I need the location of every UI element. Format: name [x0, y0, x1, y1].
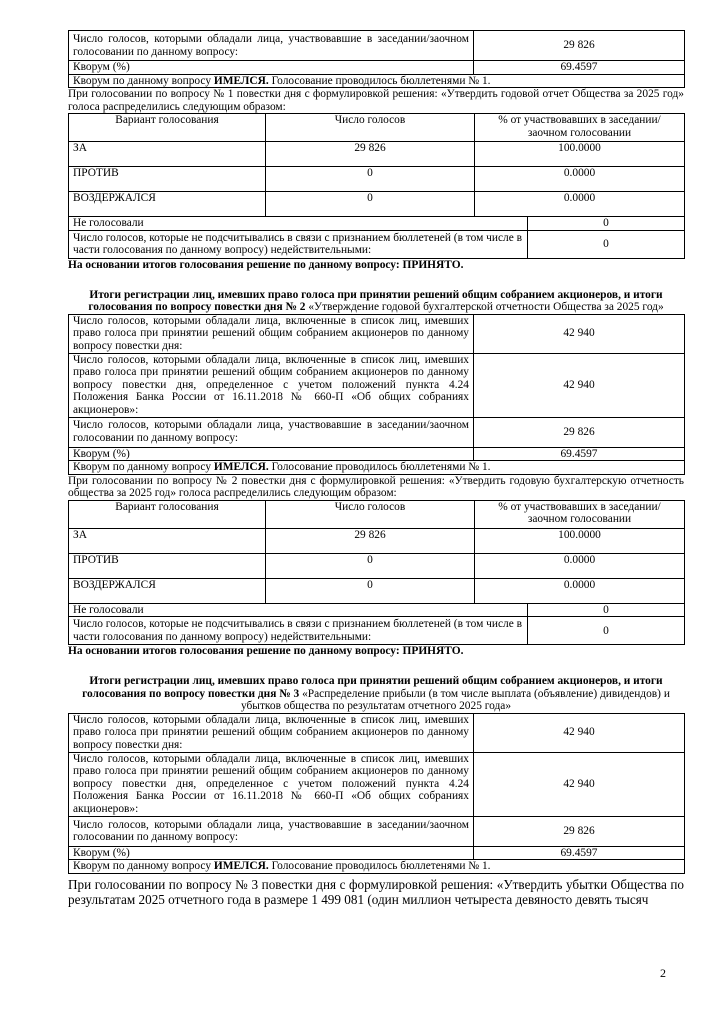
quorum-value: 69.4597 — [474, 447, 685, 461]
vote-head-option: Вариант голосования — [69, 500, 266, 528]
adjusted-value: 42 940 — [474, 353, 685, 417]
not-counted-table-q2 — [68, 603, 685, 646]
included-value: 42 940 — [474, 713, 685, 752]
not-voted-value: 0 — [528, 217, 685, 231]
vote-pct: 0.0000 — [475, 578, 685, 603]
participants-label: Число голосов, которыми обладали лица, участвовавшие в заседании/заочном голосовании по данному вопросу: — [69, 31, 474, 61]
not-counted-table-q1 — [68, 216, 685, 259]
invalid-value: 0 — [528, 230, 685, 258]
registration-table-q3 — [68, 713, 685, 874]
vote-intro-q1: При голосовании по вопросу № 1 повестки дня с формулировкой решения: «Утвердить годовой отчет Общества за 2025 год» голоса распределились следующим образом: — [68, 88, 684, 113]
adjusted-value: 42 940 — [474, 752, 685, 816]
vote-pct: 0.0000 — [475, 167, 685, 192]
participants-label: Число голосов, которыми обладали лица, участвовавшие в заседании/заочном голосовании по данному вопросу: — [69, 417, 474, 447]
vote-pct: 0.0000 — [475, 553, 685, 578]
result-q1: На основании итогов голосования решение по данному вопросу: ПРИНЯТО. — [68, 258, 464, 271]
vote-count: 0 — [266, 192, 475, 217]
document-page — [68, 30, 684, 908]
vote-count: 0 — [266, 167, 475, 192]
vote-head-pct: % от участвовавших в заседании/заочном голосовании — [475, 500, 685, 528]
vote-option: ВОЗДЕРЖАЛСЯ — [69, 578, 266, 603]
vote-pct: 0.0000 — [475, 192, 685, 217]
participants-label: Число голосов, которыми обладали лица, участвовавшие в заседании/заочном голосовании по данному вопросу: — [69, 816, 474, 846]
vote-option: ЗА — [69, 142, 266, 167]
invalid-value: 0 — [528, 617, 685, 645]
not-voted-value: 0 — [528, 603, 685, 617]
vote-pct: 100.0000 — [475, 142, 685, 167]
vote-count: 29 826 — [266, 142, 475, 167]
vote-option: ПРОТИВ — [69, 167, 266, 192]
vote-head-pct: % от участвовавших в заседании/заочном голосовании — [475, 114, 685, 142]
participants-value: 29 826 — [474, 816, 685, 846]
result-q2: На основании итогов голосования решение по данному вопросу: ПРИНЯТО. — [68, 645, 464, 658]
quorum-note: Кворум по данному вопросу ИМЕЛСЯ. Голосование проводилось бюллетенями № 1. — [69, 860, 685, 874]
vote-option: ПРОТИВ — [69, 553, 266, 578]
vote-option: ВОЗДЕРЖАЛСЯ — [69, 192, 266, 217]
page-number: 2 — [660, 966, 666, 980]
included-value: 42 940 — [474, 314, 685, 353]
included-label: Число голосов, которыми обладали лица, включенные в список лиц, имевших право голоса при принятии решений общим собранием акционеров по данному вопросу повестки дня: — [69, 314, 474, 353]
included-label: Число голосов, которыми обладали лица, включенные в список лиц, имевших право голоса при принятии решений общим собранием акционеров по данному вопросу повестки дня: — [69, 713, 474, 752]
quorum-label: Кворум (%) — [69, 61, 474, 75]
adjusted-label: Число голосов, которыми обладали лица, включенные в список лиц, имевших право голоса при принятии решений общим собранием акционеров по данному вопросу повестки дня, определенное с учетом положений пункта 4.24 Положения Банка России от 16.11.2018 № 660-П «Об общих собраниях акционеров»: — [69, 752, 474, 816]
quorum-value: 69.4597 — [474, 61, 685, 75]
section-title-q3: Итоги регистрации лиц, имевших право голоса при принятии решений общим собранием акционеров, и итоги голосования по вопросу повестки дня № 3 «Распределение прибыли (в том числе выплата (объявление) дивидендов) и убытков общества по результатам отчетного 2025 года» — [82, 675, 670, 713]
invalid-label: Число голосов, которые не подсчитывались в связи с признанием бюллетеней (в том числе в части голосования по данному вопросу) недействительными: — [69, 617, 528, 645]
quorum-value: 69.4597 — [474, 846, 685, 860]
vote-pct: 100.0000 — [475, 528, 685, 553]
vote-head-count: Число голосов — [266, 114, 475, 142]
registration-table-q1 — [68, 30, 685, 88]
not-voted-label: Не голосовали — [69, 603, 528, 617]
vote-intro-q2: При голосовании по вопросу № 2 повестки дня с формулировкой решения: «Утвердить годовую бухгалтерскую отчетность общества за 2025 год» голоса распределились следующим образом: — [68, 474, 684, 500]
not-voted-label: Не голосовали — [69, 217, 528, 231]
vote-option: ЗА — [69, 528, 266, 553]
quorum-note: Кворум по данному вопросу ИМЕЛСЯ. Голосование проводилось бюллетенями № 1. — [69, 74, 685, 88]
participants-value: 29 826 — [474, 417, 685, 447]
participants-value: 29 826 — [474, 31, 685, 61]
vote-table-q2 — [68, 500, 685, 604]
vote-head-option: Вариант голосования — [69, 114, 266, 142]
vote-count: 0 — [266, 553, 475, 578]
quorum-label: Кворум (%) — [69, 447, 474, 461]
vote-table-q1 — [68, 113, 685, 217]
vote-count: 0 — [266, 578, 475, 603]
invalid-label: Число голосов, которые не подсчитывались в связи с признанием бюллетеней (в том числе в части голосования по данному вопросу) недействительными: — [69, 230, 528, 258]
quorum-note: Кворум по данному вопросу ИМЕЛСЯ. Голосование проводилось бюллетенями № 1. — [69, 461, 685, 475]
adjusted-label: Число голосов, которыми обладали лица, включенные в список лиц, имевших право голоса при принятии решений общим собранием акционеров по данному вопросу повестки дня, определенное с учетом положений пункта 4.24 Положения Банка России от 16.11.2018 № 660-П «Об общих собраниях акционеров»: — [69, 353, 474, 417]
quorum-label: Кворум (%) — [69, 846, 474, 860]
section-title-q2: Итоги регистрации лиц, имевших право голоса при принятии решений общим собранием акционеров, и итоги голосования по вопросу повестки дня № 2 «Утверждение годовой бухгалтерской отчетности Общества за 2025 год» — [88, 288, 664, 314]
registration-table-q2 — [68, 314, 685, 475]
vote-head-count: Число голосов — [266, 500, 475, 528]
vote-intro-q3: При голосовании по вопросу № 3 повестки дня с формулировкой решения: «Утвердить убытки Общества по результатам 2025 отчетного года в размере 1 499 081 (один миллион четыреста девяносто девять тысяч — [68, 876, 684, 908]
vote-count: 29 826 — [266, 528, 475, 553]
